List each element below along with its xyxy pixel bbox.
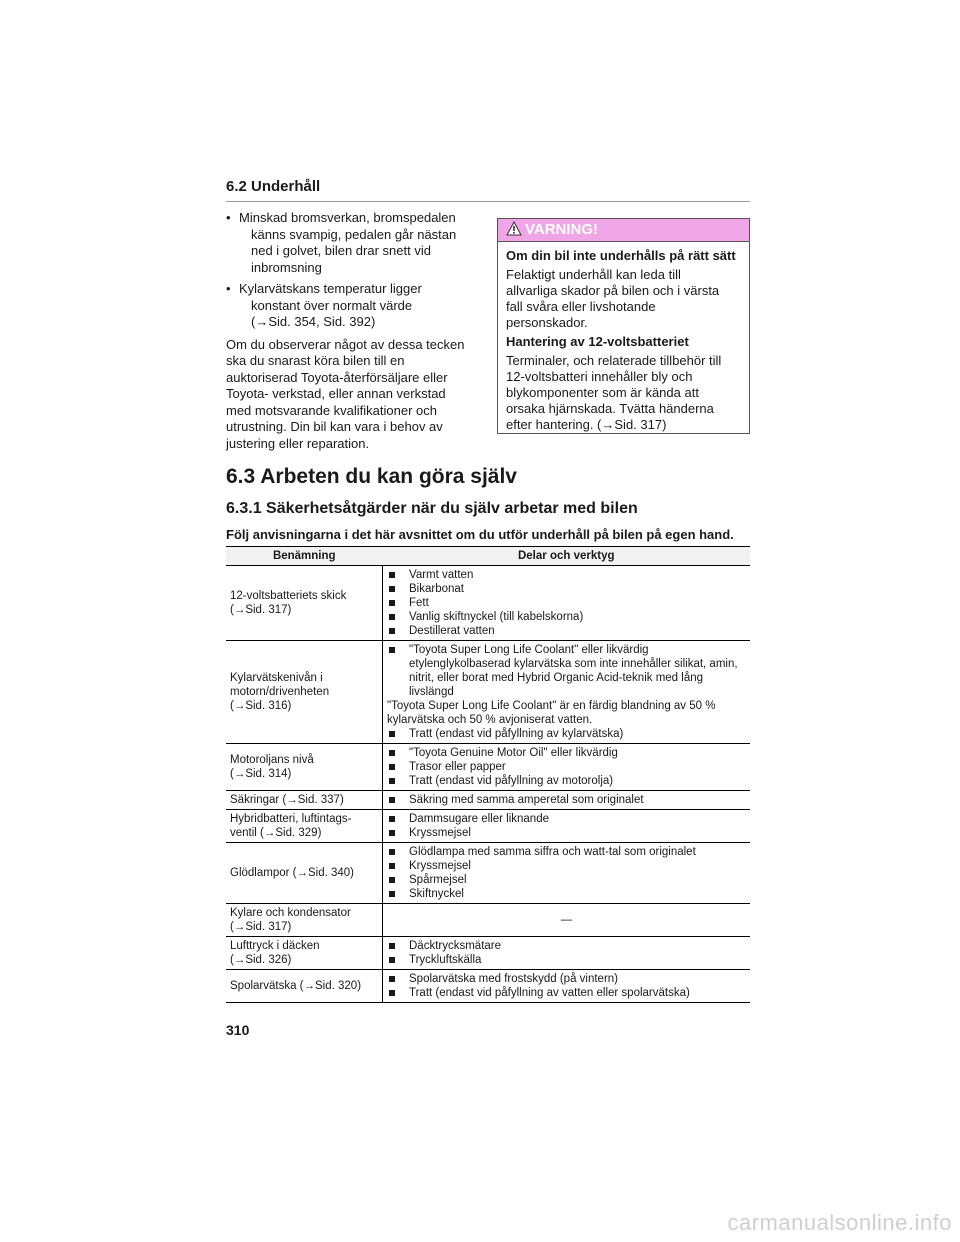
bullet-line: inbromsning [251,259,322,275]
page-number: 310 [226,1022,250,1038]
row-name: Spolarvätska (→Sid. 320) [226,970,383,1003]
list-item-text: Destillerat vatten [409,625,495,637]
list-item [387,793,746,807]
bullet-line: konstant över normalt värde [251,297,413,313]
warning-body [498,242,749,433]
warning-triangle-icon [506,221,522,240]
warning-header [498,219,749,242]
square-bullet-icon [389,849,395,855]
list-item-text: Trasor eller papper [409,761,506,773]
row-name: Motoroljans nivå (→Sid. 314) [226,744,383,791]
table-row [226,937,750,970]
row-name: Hybridbatteri, luftintags- ventil (→Sid. 329) [226,810,383,843]
row-name: Glödlampor (→Sid. 340) [226,843,383,904]
list-item-text: Tratt (endast vid påfyllning av kylarvätska) [409,728,624,740]
list-item [387,596,746,610]
bullet-line: ned i golvet, bilen drar snett vid [251,243,431,258]
square-bullet-icon [389,600,395,606]
paragraph: Om du observerar något av dessa tecken ska du snarast köra bilen till en auktoriserad Toyota-återförsäljare eller Toyota- verkstad, eller annan verkstad med motsvarande kvalifikationer och utrustning. Din bil kan vara i behov av justering eller reparation. [226,336,465,451]
list-item-text: Spårmejsel [409,874,467,886]
table-row [226,566,750,641]
left-column [226,210,476,452]
list-item-text: Säkring med samma amperetal som originalet [409,794,644,806]
list-item [387,746,746,760]
square-bullet-icon [389,976,395,982]
warning-item-text: Terminaler, och relaterade tillbehör till 12-voltsbatteri innehåller bly och blykomponenter som är kända att orsaka hjärnskada. Tvätta händerna efter hantering. (→Sid. 317) [506,353,722,432]
list-item [387,582,746,596]
row-parts [383,744,751,791]
row-parts [383,791,751,810]
table-header-row [226,547,750,566]
row-parts [383,810,751,843]
list-item [387,859,746,873]
section-header: 6.2 Underhåll [226,178,750,202]
row-name: 12-voltsbatteriets skick (→Sid. 317) [226,566,383,641]
list-item-text: "Toyota Super Long Life Coolant" eller likvärdig etylenglykolbaserad kylarvätska som inte innehåller silikat, amin, nitrit, eller borat med Hybrid Organic Acid-teknik med lång livslängd [409,644,738,698]
list-item-text: Däcktrycksmätare [409,940,502,952]
intro-text: Följ anvisningarna i det här avsnittet om du utför underhåll på bilen på egen hand. [226,527,734,542]
list-item [387,774,746,788]
warning-label: VARNING! [525,221,599,238]
row-parts [383,641,751,744]
bullet-dot: • [226,210,231,225]
square-bullet-icon [389,891,395,897]
square-bullet-icon [389,990,395,996]
square-bullet-icon [389,628,395,634]
bullet-dot: • [226,281,231,296]
list-item [387,953,746,967]
list-item-text: Dammsugare eller liknande [409,813,549,825]
warning-item-title: Om din bil inte underhålls på rätt sätt [506,248,736,263]
square-bullet-icon [389,750,395,756]
square-bullet-icon [389,863,395,869]
watermark: carmanualsonline.info [727,1210,952,1235]
warning-item-text: Felaktigt underhåll kan leda till allvarliga skador på bilen och i värsta fall svåra eller livshotande personskador. [506,267,720,330]
row-name: Säkringar (→Sid. 337) [226,791,383,810]
list-item-text: Skiftnyckel [409,888,464,900]
bullet-item [226,210,476,276]
list-item [387,812,746,826]
square-bullet-icon [389,731,395,737]
bullet-line: känns svampig, pedalen går nästan [251,226,457,242]
table-row [226,904,750,937]
warning-item-title: Hantering av 12-voltsbatteriet [506,334,689,349]
table-row [226,843,750,904]
list-item-text: Kryssmejsel [409,860,471,872]
parts-table [226,546,750,1003]
square-bullet-icon [389,572,395,578]
row-parts [383,566,751,641]
heading-6-3: 6.3 Arbeten du kan göra själv [226,465,517,488]
square-bullet-icon [389,614,395,620]
table-row [226,970,750,1003]
row-note: "Toyota Super Long Life Coolant" är en färdig blandning av 50 % kylarvätska och 50 % avjoniserat vatten. [387,700,716,726]
list-item-text: "Toyota Genuine Motor Oil" eller likvärdig [409,747,618,759]
row-parts: — [383,904,751,937]
list-item-text: Fett [409,597,429,609]
list-item [387,610,746,624]
square-bullet-icon [389,877,395,883]
square-bullet-icon [389,943,395,949]
heading-6-3-1: 6.3.1 Säkerhetsåtgärder när du själv arbetar med bilen [226,500,638,517]
row-parts [383,937,751,970]
bullet-line: (→Sid. 354, Sid. 392) [251,314,376,329]
list-item [387,760,746,774]
list-item [387,939,746,953]
warning-box [497,218,750,434]
list-item-text: Tratt (endast vid påfyllning av motorolja) [409,775,614,787]
list-item [387,845,746,859]
row-name: Kylare och kondensator (→Sid. 317) [226,904,383,937]
bullet-line: Minskad bromsverkan, bromspedalen [239,210,456,225]
list-item [387,873,746,887]
bullet-item [226,281,476,331]
square-bullet-icon [389,816,395,822]
list-item-text: Kryssmejsel [409,827,471,839]
list-item [387,986,746,1000]
bullet-list [226,210,476,331]
list-item [387,887,746,901]
list-item [387,624,746,638]
list-item-text: Vanlig skiftnyckel (till kabelskorna) [409,611,584,623]
square-bullet-icon [389,797,395,803]
square-bullet-icon [389,957,395,963]
list-item-text: Tryckluftskälla [409,954,482,966]
bullet-line: Kylarvätskans temperatur ligger [239,281,422,296]
list-item-text: Glödlampa med samma siffra och watt-tal som originalet [409,846,696,858]
row-parts [383,970,751,1003]
list-item-text: Spolarvätska med frostskydd (på vintern) [409,973,619,985]
header-name: Benämning [226,547,383,566]
list-item [387,826,746,840]
row-name: Lufttryck i däcken (→Sid. 326) [226,937,383,970]
table-row [226,791,750,810]
row-parts [383,843,751,904]
row-name: Kylarvätskenivån i motorn/drivenheten (→Sid. 316) [226,641,383,744]
list-item [387,727,746,741]
list-item-text: Bikarbonat [409,583,464,595]
list-item [387,972,746,986]
square-bullet-icon [389,586,395,592]
list-item [387,643,746,699]
list-item-text: Varmt vatten [409,569,474,581]
square-bullet-icon [389,778,395,784]
list-item-text: Tratt (endast vid påfyllning av vatten eller spolarvätska) [409,987,690,999]
header-parts: Delar och verktyg [383,547,751,566]
table-row [226,641,750,744]
square-bullet-icon [389,647,395,653]
table-row [226,810,750,843]
list-item [387,568,746,582]
square-bullet-icon [389,764,395,770]
table-row [226,744,750,791]
square-bullet-icon [389,830,395,836]
